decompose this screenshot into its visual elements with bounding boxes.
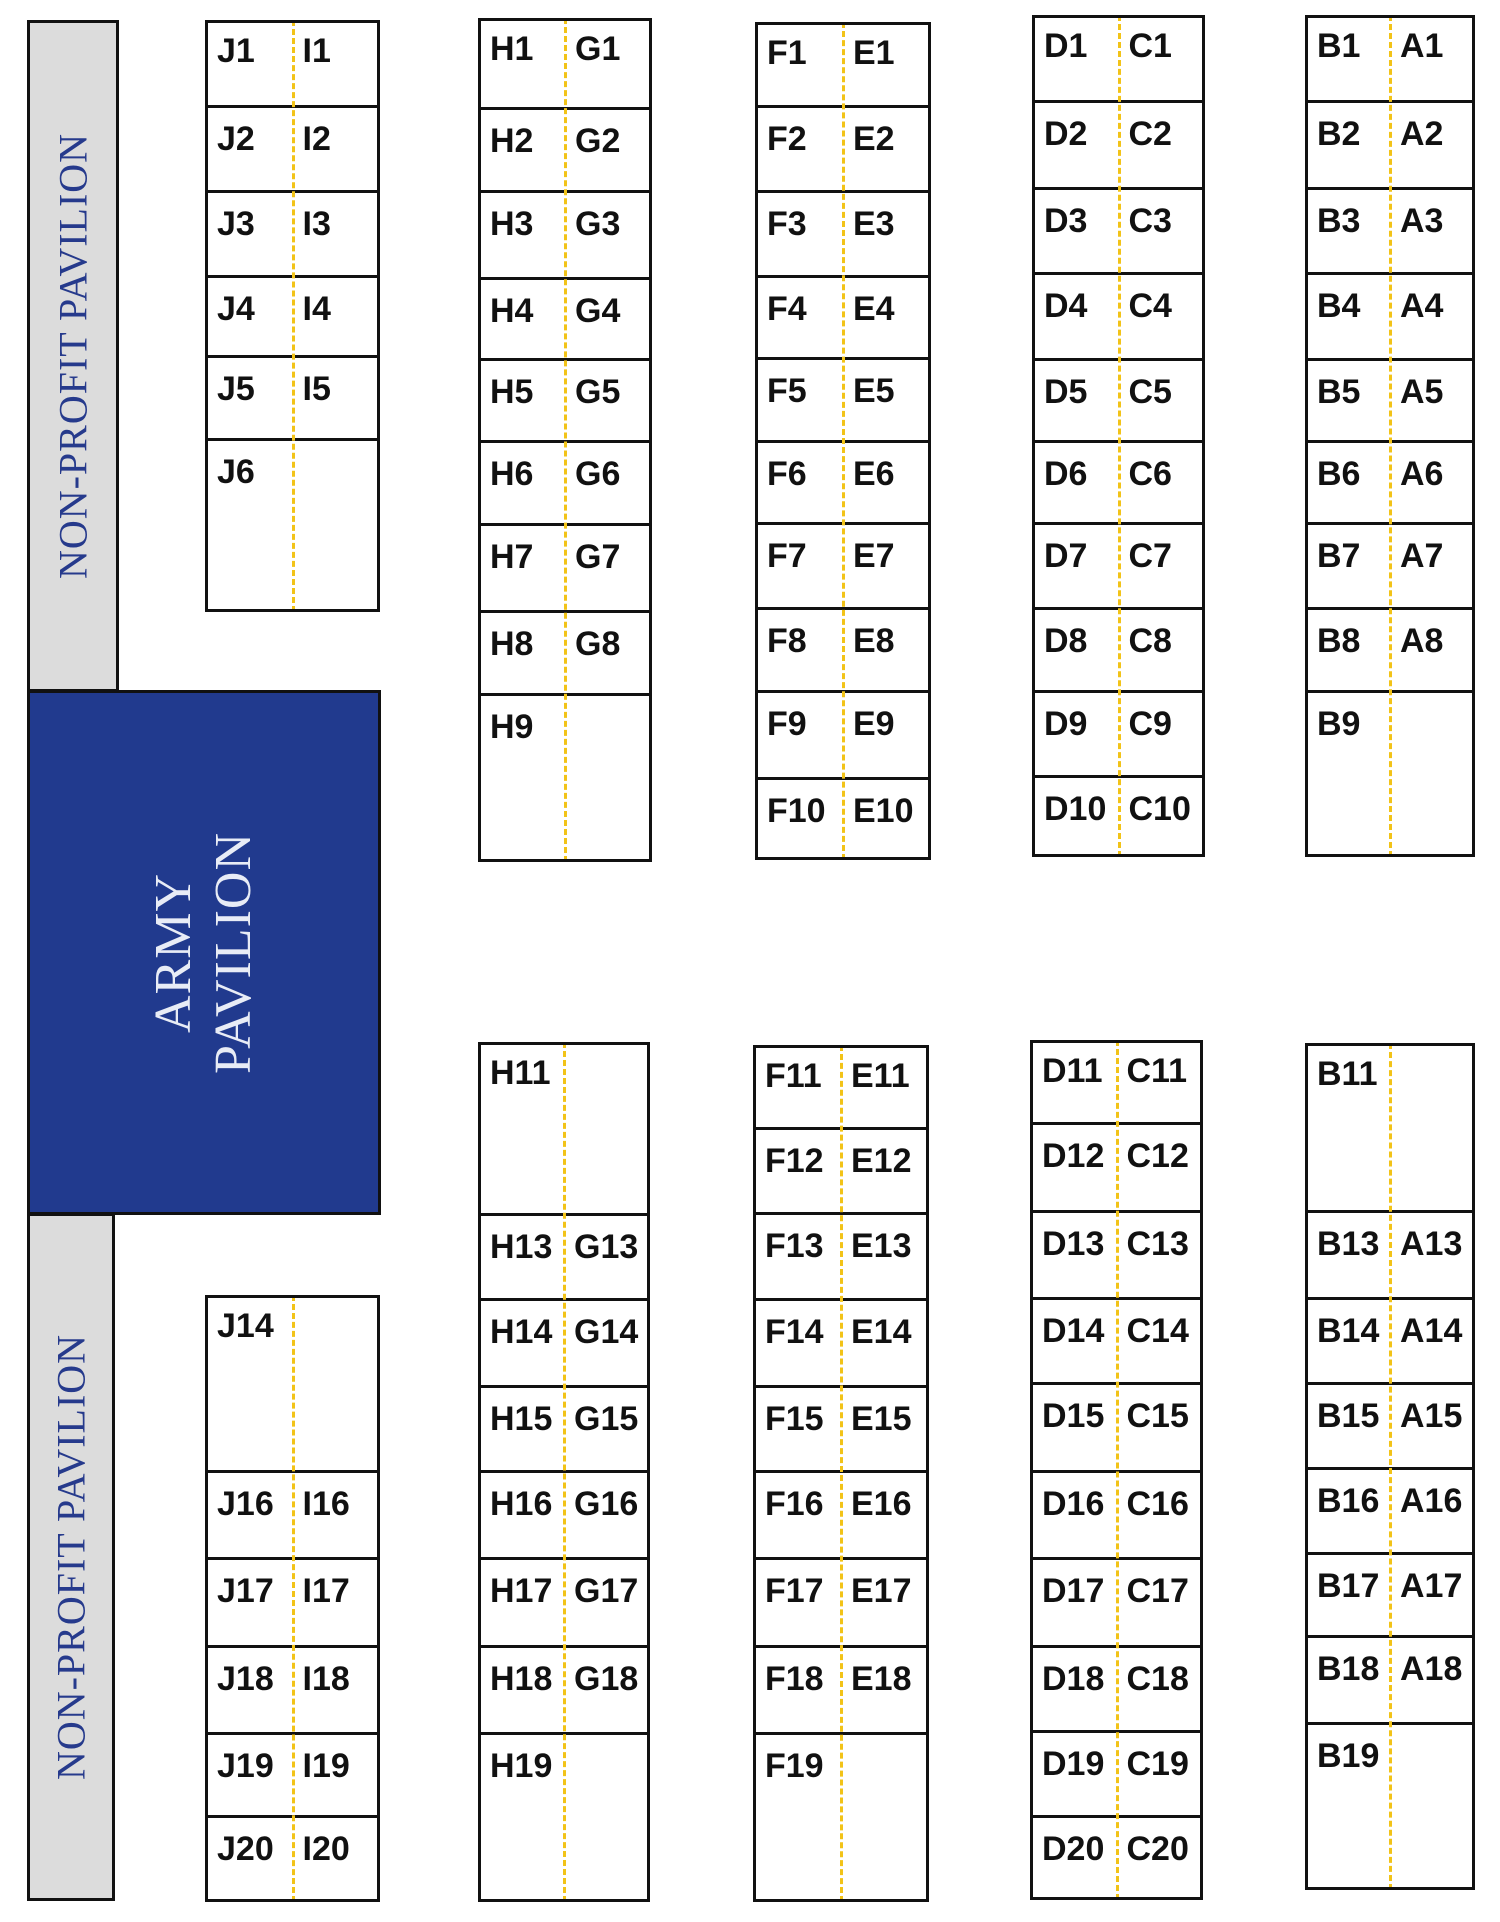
booth-column-d-c-bottom bbox=[1030, 1040, 1203, 1900]
booth-label-j19: J19 bbox=[217, 1747, 274, 1785]
booth-label-j5: J5 bbox=[217, 370, 255, 408]
booth-label-g1: G1 bbox=[575, 30, 621, 68]
center-divider-line bbox=[1118, 15, 1121, 857]
booth-label-c5: C5 bbox=[1128, 373, 1172, 411]
booth-label-h16: H16 bbox=[490, 1485, 553, 1523]
center-divider-line bbox=[1389, 15, 1392, 857]
booth-label-b15: B15 bbox=[1317, 1397, 1380, 1435]
booth-label-f7: F7 bbox=[767, 537, 807, 575]
booth-label-c4: C4 bbox=[1128, 287, 1172, 325]
booth-label-d8: D8 bbox=[1044, 622, 1088, 660]
booth-label-c20: C20 bbox=[1126, 1830, 1189, 1868]
booth-label-j3: J3 bbox=[217, 205, 255, 243]
booth-label-a16: A16 bbox=[1400, 1482, 1463, 1520]
booth-column-j-i-bottom bbox=[205, 1295, 380, 1902]
booth-label-c18: C18 bbox=[1126, 1660, 1189, 1698]
booth-label-f3: F3 bbox=[767, 205, 807, 243]
booth-label-a1: A1 bbox=[1400, 27, 1444, 65]
booth-label-d1: D1 bbox=[1044, 27, 1088, 65]
booth-label-d20: D20 bbox=[1042, 1830, 1105, 1868]
booth-label-b19: B19 bbox=[1317, 1737, 1380, 1775]
booth-label-g8: G8 bbox=[575, 625, 621, 663]
booth-label-d3: D3 bbox=[1044, 202, 1088, 240]
booth-label-b18: B18 bbox=[1317, 1650, 1380, 1688]
booth-label-f8: F8 bbox=[767, 622, 807, 660]
booth-label-g2: G2 bbox=[575, 122, 621, 160]
booth-label-i4: I4 bbox=[302, 290, 331, 328]
booth-label-h1: H1 bbox=[490, 30, 534, 68]
booth-label-h8: H8 bbox=[490, 625, 534, 663]
booth-label-f6: F6 bbox=[767, 455, 807, 493]
booth-label-c2: C2 bbox=[1128, 115, 1172, 153]
booth-label-a2: A2 bbox=[1400, 115, 1444, 153]
booth-label-h9: H9 bbox=[490, 708, 534, 746]
booth-label-j4: J4 bbox=[217, 290, 255, 328]
booth-label-a8: A8 bbox=[1400, 622, 1444, 660]
booth-label-a3: A3 bbox=[1400, 202, 1444, 240]
booth-label-j14: J14 bbox=[217, 1307, 274, 1345]
booth-label-a7: A7 bbox=[1400, 537, 1444, 575]
booth-label-c16: C16 bbox=[1126, 1485, 1189, 1523]
booth-label-b11: B11 bbox=[1317, 1055, 1378, 1093]
booth-label-e2: E2 bbox=[853, 120, 895, 158]
booth-label-c17: C17 bbox=[1126, 1572, 1189, 1610]
booth-label-d19: D19 bbox=[1042, 1745, 1105, 1783]
non-profit-pavilion-top bbox=[27, 20, 119, 692]
booth-label-e17: E17 bbox=[851, 1572, 912, 1610]
army-pavilion bbox=[27, 690, 381, 1215]
booth-column-h-g-bottom bbox=[478, 1042, 650, 1902]
booth-label-d12: D12 bbox=[1042, 1137, 1105, 1175]
booth-label-e7: E7 bbox=[853, 537, 895, 575]
booth-label-b16: B16 bbox=[1317, 1482, 1380, 1520]
non-profit-pavilion-top-label: NON-PROFIT PAVILION bbox=[50, 132, 96, 580]
booth-label-i17: I17 bbox=[302, 1572, 350, 1610]
booth-label-f11: F11 bbox=[765, 1057, 822, 1095]
booth-label-g7: G7 bbox=[575, 538, 621, 576]
booth-label-g15: G15 bbox=[574, 1400, 639, 1438]
booth-label-e12: E12 bbox=[851, 1142, 912, 1180]
booth-column-b-a-top bbox=[1305, 15, 1475, 857]
center-divider-line bbox=[842, 22, 845, 860]
booth-label-e6: E6 bbox=[853, 455, 895, 493]
booth-label-f16: F16 bbox=[765, 1485, 824, 1523]
booth-label-c1: C1 bbox=[1128, 27, 1172, 65]
booth-label-j17: J17 bbox=[217, 1572, 274, 1610]
booth-label-a14: A14 bbox=[1400, 1312, 1463, 1350]
booth-label-j16: J16 bbox=[217, 1485, 274, 1523]
booth-label-c15: C15 bbox=[1126, 1397, 1189, 1435]
booth-label-i18: I18 bbox=[302, 1660, 350, 1698]
booth-label-a6: A6 bbox=[1400, 455, 1444, 493]
booth-label-d11: D11 bbox=[1042, 1052, 1103, 1090]
booth-label-b5: B5 bbox=[1317, 373, 1361, 411]
booth-label-h5: H5 bbox=[490, 373, 534, 411]
booth-label-h4: H4 bbox=[490, 292, 534, 330]
booth-label-d5: D5 bbox=[1044, 373, 1088, 411]
center-divider-line bbox=[563, 1042, 566, 1902]
booth-label-i20: I20 bbox=[302, 1830, 350, 1868]
booth-label-f1: F1 bbox=[767, 34, 807, 72]
booth-label-e16: E16 bbox=[851, 1485, 912, 1523]
booth-label-h15: H15 bbox=[490, 1400, 553, 1438]
booth-label-h19: H19 bbox=[490, 1747, 553, 1785]
booth-column-b-a-bottom bbox=[1305, 1043, 1475, 1890]
booth-label-d18: D18 bbox=[1042, 1660, 1105, 1698]
booth-label-e5: E5 bbox=[853, 372, 895, 410]
booth-label-i3: I3 bbox=[302, 205, 331, 243]
booth-column-f-e-bottom bbox=[753, 1045, 929, 1902]
booth-label-d16: D16 bbox=[1042, 1485, 1105, 1523]
booth-label-f4: F4 bbox=[767, 290, 807, 328]
center-divider-line bbox=[292, 20, 295, 612]
booth-label-b13: B13 bbox=[1317, 1225, 1380, 1263]
booth-label-c13: C13 bbox=[1126, 1225, 1189, 1263]
booth-label-d10: D10 bbox=[1044, 790, 1107, 828]
booth-label-d6: D6 bbox=[1044, 455, 1088, 493]
booth-label-e11: E11 bbox=[851, 1057, 910, 1095]
booth-label-b2: B2 bbox=[1317, 115, 1361, 153]
booth-label-f18: F18 bbox=[765, 1660, 824, 1698]
booth-label-e1: E1 bbox=[853, 34, 895, 72]
booth-label-j1: J1 bbox=[217, 32, 255, 70]
booth-label-j2: J2 bbox=[217, 120, 255, 158]
booth-label-c3: C3 bbox=[1128, 202, 1172, 240]
booth-column-h-g-top bbox=[478, 18, 652, 862]
booth-label-g14: G14 bbox=[574, 1313, 639, 1351]
booth-label-c10: C10 bbox=[1128, 790, 1191, 828]
center-divider-line bbox=[840, 1045, 843, 1902]
booth-label-c12: C12 bbox=[1126, 1137, 1189, 1175]
booth-label-a13: A13 bbox=[1400, 1225, 1463, 1263]
booth-label-h13: H13 bbox=[490, 1228, 553, 1266]
booth-label-h14: H14 bbox=[490, 1313, 553, 1351]
booth-label-g16: G16 bbox=[574, 1485, 639, 1523]
booth-label-g6: G6 bbox=[575, 455, 621, 493]
booth-label-b9: B9 bbox=[1317, 705, 1361, 743]
booth-label-e15: E15 bbox=[851, 1400, 912, 1438]
booth-label-i5: I5 bbox=[302, 370, 331, 408]
center-divider-line bbox=[292, 1295, 295, 1902]
booth-label-e13: E13 bbox=[851, 1227, 912, 1265]
booth-label-c9: C9 bbox=[1128, 705, 1172, 743]
booth-label-h18: H18 bbox=[490, 1660, 553, 1698]
booth-label-b7: B7 bbox=[1317, 537, 1361, 575]
booth-label-i19: I19 bbox=[302, 1747, 350, 1785]
booth-label-g5: G5 bbox=[575, 373, 621, 411]
booth-label-a5: A5 bbox=[1400, 373, 1444, 411]
army-pavilion-label-line2: PAVILION bbox=[205, 831, 262, 1074]
booth-label-c14: C14 bbox=[1126, 1312, 1189, 1350]
booth-label-f15: F15 bbox=[765, 1400, 824, 1438]
booth-label-c7: C7 bbox=[1128, 537, 1172, 575]
center-divider-line bbox=[1389, 1043, 1392, 1890]
booth-label-e8: E8 bbox=[853, 622, 895, 660]
booth-label-h2: H2 bbox=[490, 122, 534, 160]
booth-label-d15: D15 bbox=[1042, 1397, 1105, 1435]
army-pavilion-label bbox=[144, 831, 264, 1073]
booth-label-f17: F17 bbox=[765, 1572, 824, 1610]
booth-label-b4: B4 bbox=[1317, 287, 1361, 325]
booth-label-j18: J18 bbox=[217, 1660, 274, 1698]
booth-label-d14: D14 bbox=[1042, 1312, 1105, 1350]
non-profit-pavilion-bottom bbox=[27, 1213, 115, 1901]
booth-label-c6: C6 bbox=[1128, 455, 1172, 493]
booth-label-e9: E9 bbox=[853, 705, 895, 743]
booth-label-d9: D9 bbox=[1044, 705, 1088, 743]
booth-label-h6: H6 bbox=[490, 455, 534, 493]
booth-label-d17: D17 bbox=[1042, 1572, 1105, 1610]
booth-label-f10: F10 bbox=[767, 792, 826, 830]
booth-label-a17: A17 bbox=[1400, 1567, 1463, 1605]
booth-label-h17: H17 bbox=[490, 1572, 553, 1610]
non-profit-pavilion-bottom-label: NON-PROFIT PAVILION bbox=[48, 1333, 94, 1781]
booth-label-f19: F19 bbox=[765, 1747, 824, 1785]
booth-label-g18: G18 bbox=[574, 1660, 639, 1698]
booth-label-b8: B8 bbox=[1317, 622, 1361, 660]
booth-label-h11: H11 bbox=[490, 1054, 551, 1092]
booth-column-d-c-top bbox=[1032, 15, 1205, 857]
booth-label-b3: B3 bbox=[1317, 202, 1361, 240]
booth-label-e4: E4 bbox=[853, 290, 895, 328]
army-pavilion-label-line1: ARMY bbox=[145, 872, 202, 1033]
booth-label-d4: D4 bbox=[1044, 287, 1088, 325]
booth-label-c19: C19 bbox=[1126, 1745, 1189, 1783]
booth-label-f14: F14 bbox=[765, 1313, 824, 1351]
center-divider-line bbox=[564, 18, 567, 862]
booth-label-f12: F12 bbox=[765, 1142, 824, 1180]
booth-label-e10: E10 bbox=[853, 792, 914, 830]
booth-label-b14: B14 bbox=[1317, 1312, 1380, 1350]
booth-label-a18: A18 bbox=[1400, 1650, 1463, 1688]
booth-label-c8: C8 bbox=[1128, 622, 1172, 660]
booth-label-i16: I16 bbox=[302, 1485, 350, 1523]
booth-label-b17: B17 bbox=[1317, 1567, 1380, 1605]
booth-label-f2: F2 bbox=[767, 120, 807, 158]
center-divider-line bbox=[1116, 1040, 1119, 1900]
booth-label-h3: H3 bbox=[490, 205, 534, 243]
booth-label-e3: E3 bbox=[853, 205, 895, 243]
booth-label-g3: G3 bbox=[575, 205, 621, 243]
booth-label-d2: D2 bbox=[1044, 115, 1088, 153]
booth-label-g13: G13 bbox=[574, 1228, 639, 1266]
booth-label-j20: J20 bbox=[217, 1830, 274, 1868]
booth-label-f9: F9 bbox=[767, 705, 807, 743]
booth-label-i1: I1 bbox=[302, 32, 331, 70]
booth-label-a15: A15 bbox=[1400, 1397, 1463, 1435]
booth-label-f13: F13 bbox=[765, 1227, 824, 1265]
booth-label-g17: G17 bbox=[574, 1572, 639, 1610]
booth-label-j6: J6 bbox=[217, 453, 255, 491]
booth-label-h7: H7 bbox=[490, 538, 534, 576]
booth-label-e18: E18 bbox=[851, 1660, 912, 1698]
booth-label-c11: C11 bbox=[1126, 1052, 1187, 1090]
booth-label-a4: A4 bbox=[1400, 287, 1444, 325]
booth-label-b1: B1 bbox=[1317, 27, 1361, 65]
booth-label-d7: D7 bbox=[1044, 537, 1088, 575]
booth-column-j-i-top bbox=[205, 20, 380, 612]
booth-label-g4: G4 bbox=[575, 292, 621, 330]
booth-label-f5: F5 bbox=[767, 372, 807, 410]
booth-label-e14: E14 bbox=[851, 1313, 912, 1351]
booth-column-f-e-top bbox=[755, 22, 931, 860]
booth-label-d13: D13 bbox=[1042, 1225, 1105, 1263]
booth-label-b6: B6 bbox=[1317, 455, 1361, 493]
booth-label-i2: I2 bbox=[302, 120, 331, 158]
